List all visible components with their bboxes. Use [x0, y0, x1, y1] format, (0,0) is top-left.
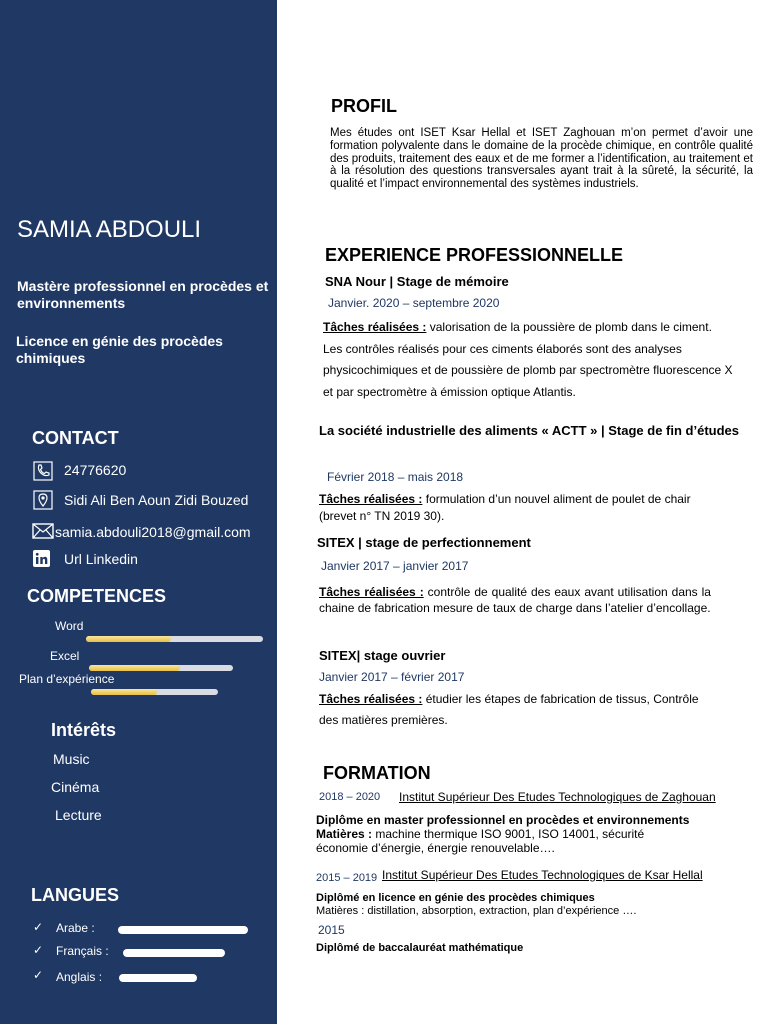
formation-years: 2015 [318, 923, 345, 937]
formation-years: 2015 – 2019 [316, 872, 378, 884]
email-icon [32, 521, 54, 541]
experience-title: EXPERIENCE PROFESSIONNELLE [325, 245, 624, 265]
formation-diploma: Diplômé en licence en génie des procèdes chimiques [316, 892, 595, 904]
formation-matieres [316, 827, 686, 855]
skill-fill [89, 665, 180, 671]
tasks-label: Tâches réalisées : [319, 692, 423, 706]
phone-number: 24776620 [64, 462, 127, 478]
profil-title: PROFIL [331, 96, 397, 116]
check-icon: ✓ [33, 943, 44, 957]
interest-item: Cinéma [51, 779, 100, 795]
task-text: valorisation de la poussière de plomb dans le ciment. Les contrôles réalisés pour ces ciments élaborés sont des analyses physicochimiques et de poussière de plomb par spectromètre fluorescence X et par spectromètre à émission optique Atlantis. [323, 320, 733, 399]
matieres-label: Matières : [316, 827, 373, 841]
skill-fill [91, 689, 157, 695]
check-icon: ✓ [33, 968, 44, 982]
matieres-text: machine thermique ISO 9001, ISO 14001, sécurité économie d’énergie, énergie renouvelable…. [316, 827, 645, 855]
candidate-name: SAMIA ABDOULI [17, 216, 202, 243]
formation-school: Institut Supérieur Des Etudes Technologiques de Ksar Hellal [382, 868, 703, 882]
linkedin-icon [33, 550, 50, 567]
skill-bar-plan [91, 689, 218, 695]
email-address[interactable]: samia.abdouli2018@gmail.com [55, 524, 251, 540]
tasks-label: Tâches réalisées : [319, 492, 423, 506]
interests-title: Intérêts [51, 720, 117, 740]
skills-title: COMPETENCES [27, 586, 167, 606]
interest-item: Music [53, 751, 90, 767]
experience-item-title: SITEX | stage de perfectionnement [317, 535, 531, 550]
degree-licence: Licence en génie des procèdes chimiques [16, 333, 223, 366]
interest-item: Lecture [55, 807, 102, 823]
linkedin-link[interactable]: Url Linkedin [64, 551, 138, 567]
experience-item-date: Janvier 2017 – février 2017 [319, 670, 465, 684]
language-label: Arabe : [56, 921, 95, 935]
phone-icon [33, 461, 53, 481]
formation-diploma: Diplômé de baccalauréat mathématique [316, 942, 524, 954]
check-icon: ✓ [33, 920, 44, 934]
formation-school: Institut Supérieur Des Etudes Technologiques de Zaghouan [399, 790, 716, 804]
skill-bar-word [86, 636, 263, 642]
language-label: Français : [56, 944, 109, 958]
experience-item-date: Janvier 2017 – janvier 2017 [321, 559, 469, 573]
skill-bar-excel [89, 665, 233, 671]
experience-item-date: Février 2018 – mais 2018 [327, 470, 464, 484]
language-label: Anglais : [56, 970, 103, 984]
language-level-bar [123, 949, 225, 957]
experience-item-desc [319, 584, 711, 616]
formation-diploma: Diplôme en master professionnel en procèdes et environnements [316, 813, 690, 827]
languages-title: LANGUES [31, 885, 120, 905]
language-level-bar [119, 974, 197, 982]
profil-text: Mes études ont ISET Ksar Hellal et ISET Zaghouan m’on permet d’avoir une formation polyvalente dans le domaine de la procède chimique, en contrôle qualité des produits, traitement des eaux et de me former a l’identification, au traitement et à la résolution des questions transversales ayant trait à la sûreté, la sécurité, la qualité et l’impact environnemental des systèmes industriels. [330, 127, 753, 191]
sidebar [0, 0, 277, 1024]
experience-item-title: SITEX| stage ouvrier [319, 648, 446, 663]
experience-item-desc [323, 317, 733, 403]
experience-item-title: SNA Nour | Stage de mémoire [325, 274, 509, 289]
formation-years: 2018 – 2020 [319, 791, 381, 803]
task-text: formulation d’un nouvel aliment de poulet de chair (brevet n° TN 2019 30). [319, 492, 691, 523]
experience-item-date: Janvier. 2020 – septembre 2020 [328, 296, 500, 310]
skill-fill [86, 636, 171, 642]
skill-label: Excel [50, 649, 80, 663]
address: Sidi Ali Ben Aoun Zidi Bouzed [64, 492, 249, 508]
language-level-bar [118, 926, 248, 934]
formation-title: FORMATION [323, 763, 431, 783]
tasks-label: Tâches réalisées : [319, 585, 424, 599]
experience-item-title: La société industrielle des aliments « ACTT » | Stage de fin d’études [319, 423, 739, 438]
experience-item-desc [319, 491, 699, 524]
tasks-label: Tâches réalisées : [323, 320, 427, 334]
degree-master: Mastère professionnel en procèdes et environnements [17, 278, 269, 311]
formation-matieres: Matières : distillation, absorption, extraction, plan d’expérience …. [316, 905, 637, 917]
location-icon [33, 490, 53, 510]
contact-title: CONTACT [32, 428, 119, 448]
skill-label: Word [55, 619, 84, 633]
task-text: contrôle de qualité des eaux avant utilisation dans la chaine de fabrication mesure de taux de charge dans l’atelier d’encollage. [319, 585, 711, 615]
experience-item-desc [319, 689, 699, 731]
skill-label: Plan d’expérience [19, 672, 115, 686]
task-text: étudier les étapes de fabrication de tissus, Contrôle des matières premières. [319, 692, 699, 727]
